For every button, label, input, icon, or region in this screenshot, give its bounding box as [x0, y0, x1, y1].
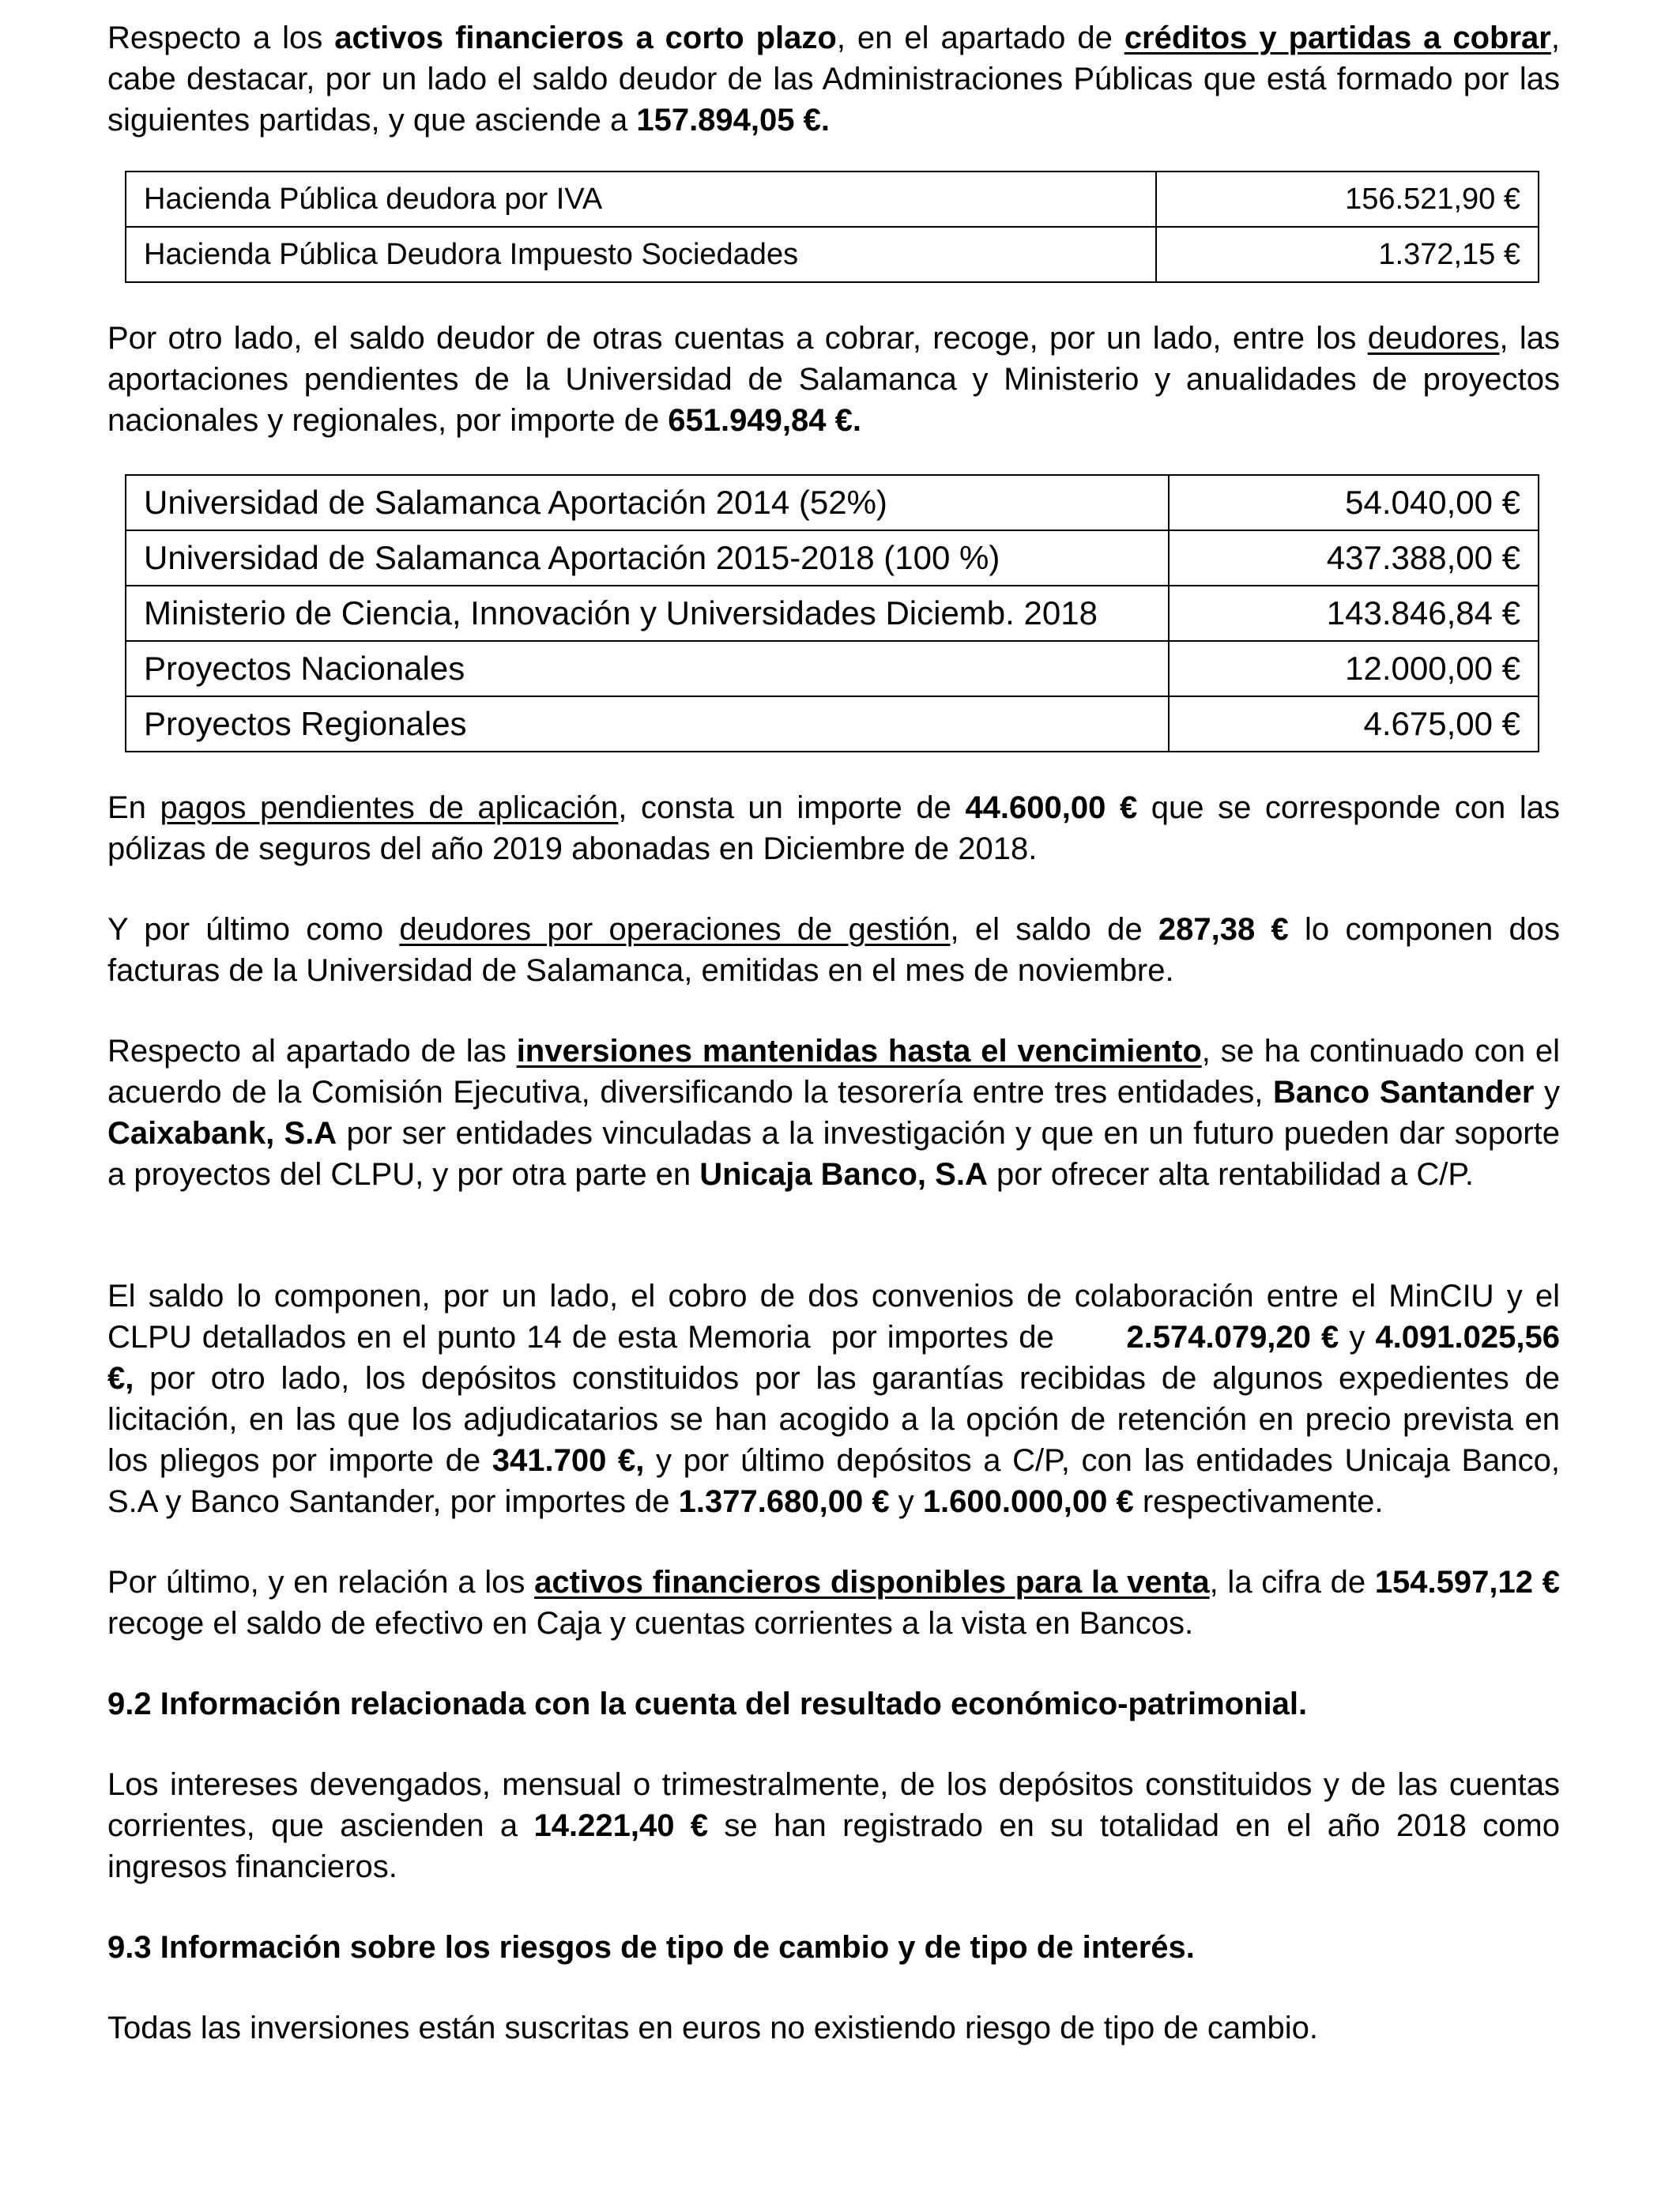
table-row — [126, 172, 1539, 227]
bold-run: 4.091.025,56 €, — [107, 1320, 1560, 1396]
text-run: Por otro lado, el saldo deudor de otras cuentas a cobrar, recoge, por un lado, entre los — [107, 321, 1368, 356]
text-run: y por último depósitos a C/P, con las entidades Unicaja Banco, S.A y Banco Santander, por importes de — [107, 1443, 1561, 1519]
text-run: , las aportaciones pendientes de la Universidad de Salamanca y Ministerio y anualidades de proyectos nacionales y regionales, por importe de — [107, 321, 1561, 438]
text-run: se han registrado en su totalidad en el año 2018 como ingresos financieros. — [107, 1808, 1560, 1884]
document-page — [107, 17, 1569, 2049]
text-run: Los intereses devengados, mensual o trimestralmente, de los depósitos constituidos y de las cuentas corrientes, que ascienden a — [107, 1767, 1560, 1843]
bold-run: 44.600,00 € — [965, 790, 1138, 825]
text-run: por ofrecer alta rentabilidad a C/P. — [987, 1157, 1475, 1192]
debtors-table — [125, 474, 1539, 752]
table-cell-concept: Universidad de Salamanca Aportación 2014 (52%) — [126, 475, 1169, 530]
table-cell-amount: 4.675,00 € — [1169, 696, 1539, 752]
table-row — [126, 586, 1539, 641]
text-run: recoge el saldo de efectivo en Caja y cuentas corrientes a la vista en Bancos. — [107, 1606, 1194, 1641]
bold-run: 2.574.079,20 € — [1126, 1320, 1339, 1355]
paragraph-management-debtors — [107, 909, 1560, 991]
section-heading-9-3: 9.3 Información sobre los riesgos de tipo de cambio y de tipo de interés. — [107, 1930, 1195, 1965]
text-run: , el saldo de — [950, 912, 1158, 947]
bold-underlined-run: activos financieros disponibles para la venta — [534, 1565, 1210, 1600]
underlined-run: créditos y partidas a cobrar — [1124, 21, 1551, 55]
text-run: por ser entidades vinculadas a la investigación y que en un futuro pueden dar soporte a proyectos del CLPU, y por otra parte en — [107, 1116, 1560, 1192]
table-cell-concept: Hacienda Pública Deudora Impuesto Sociedades — [126, 227, 1156, 282]
text-run: Respecto a los — [107, 21, 335, 55]
table-cell-concept: Universidad de Salamanca Aportación 2015-2018 (100 %) — [126, 530, 1169, 586]
paragraph-available-for-sale — [107, 1562, 1560, 1644]
underlined-run: deudores — [1367, 321, 1500, 356]
bold-run: 341.700 €, — [492, 1443, 645, 1478]
text-run: En — [107, 790, 160, 825]
bold-run: 14.221,40 € — [533, 1808, 709, 1843]
bold-run: activos financieros a corto plazo — [334, 21, 837, 55]
public-administrations-table — [125, 171, 1539, 283]
table-cell-amount: 143.846,84 € — [1169, 586, 1539, 641]
table-cell-amount: 12.000,00 € — [1169, 641, 1539, 696]
table-cell-amount: 54.040,00 € — [1169, 475, 1539, 530]
text-run: , consta un importe de — [618, 790, 966, 825]
bold-run: 1.600.000,00 € — [922, 1484, 1134, 1519]
bold-run: Unicaja Banco, S.A — [699, 1157, 988, 1192]
bold-run: 1.377.680,00 € — [678, 1484, 890, 1519]
section-heading-9-2: 9.2 Información relacionada con la cuenta del resultado económico-patrimonial. — [107, 1687, 1308, 1721]
table-cell-amount: 437.388,00 € — [1169, 530, 1539, 586]
table-row — [126, 641, 1539, 696]
text-run: , la cifra de — [1209, 1565, 1375, 1600]
table-cell-concept: Proyectos Nacionales — [126, 641, 1169, 696]
bold-run: Banco Santander — [1272, 1075, 1535, 1110]
text-run: El saldo lo componen, por un lado, el cobro de dos convenios de colaboración entre el MinCIU y el CLPU detallados en el punto 14 de esta Memoria por importes de — [107, 1279, 1569, 1355]
text-run: Por último, y en relación a los — [107, 1565, 535, 1600]
bold-underlined-run: inversiones mantenidas hasta el vencimiento — [516, 1034, 1202, 1069]
text-run: , cabe destacar, por un lado el saldo deudor de las Administraciones Públicas que está formado por las siguientes partidas, y que asciende a — [107, 21, 1560, 138]
text-run: respectivamente. — [1133, 1484, 1384, 1519]
text-run: que se corresponde con las pólizas de seguros del año 2019 abonadas en Diciembre de 2018. — [107, 790, 1560, 866]
table-row — [126, 475, 1539, 530]
text-run: por otro lado, los depósitos constituidos por las garantías recibidas de algunos expedientes de licitación, en las que los adjudicatarios se han acogido a la opción de retención en precio prevista en los pliegos por importe de — [107, 1361, 1560, 1478]
bold-run: Caixabank, S.A — [107, 1116, 337, 1151]
text-run: y — [889, 1484, 923, 1519]
paragraph-other-receivables — [107, 318, 1560, 441]
table-cell-amount: 156.521,90 € — [1156, 172, 1539, 227]
paragraph-short-term-assets — [107, 17, 1560, 141]
paragraph-balance-composition — [107, 1276, 1569, 1522]
table-cell-amount: 1.372,15 € — [1156, 227, 1539, 282]
table-cell-concept: Proyectos Regionales — [126, 696, 1169, 752]
underlined-run: pagos pendientes de aplicación — [160, 790, 619, 825]
text-run: y — [1339, 1320, 1376, 1355]
text-run: , en el apartado de — [836, 21, 1124, 55]
bold-run: 157.894,05 €. — [636, 103, 830, 138]
table-row — [126, 530, 1539, 586]
paragraph-accrued-interest — [107, 1764, 1560, 1887]
text-run: Respecto al apartado de las — [107, 1034, 517, 1069]
underlined-run: deudores por operaciones de gestión — [399, 912, 951, 947]
table-row — [126, 227, 1539, 282]
table-cell-concept: Hacienda Pública deudora por IVA — [126, 172, 1156, 227]
text-run: , se ha continuado con el acuerdo de la Comisión Ejecutiva, diversificando la tesorería entre tres entidades, — [107, 1034, 1561, 1110]
table-cell-concept: Ministerio de Ciencia, Innovación y Universidades Diciemb. 2018 — [126, 586, 1169, 641]
bold-run: 154.597,12 € — [1374, 1565, 1560, 1600]
table-row — [126, 696, 1539, 752]
paragraph-currency-risk: Todas las inversiones están suscritas en euros no existiendo riesgo de tipo de cambio. — [107, 2011, 1318, 2045]
paragraph-held-to-maturity — [107, 1031, 1560, 1195]
text-run: lo componen dos facturas de la Universidad de Salamanca, emitidas en el mes de noviembre. — [107, 912, 1560, 988]
paragraph-pending-payments — [107, 787, 1560, 869]
bold-run: 287,38 € — [1158, 912, 1289, 947]
bold-run: 651.949,84 €. — [668, 403, 861, 438]
text-run: y — [1534, 1075, 1560, 1110]
text-run: Y por último como — [107, 912, 400, 947]
